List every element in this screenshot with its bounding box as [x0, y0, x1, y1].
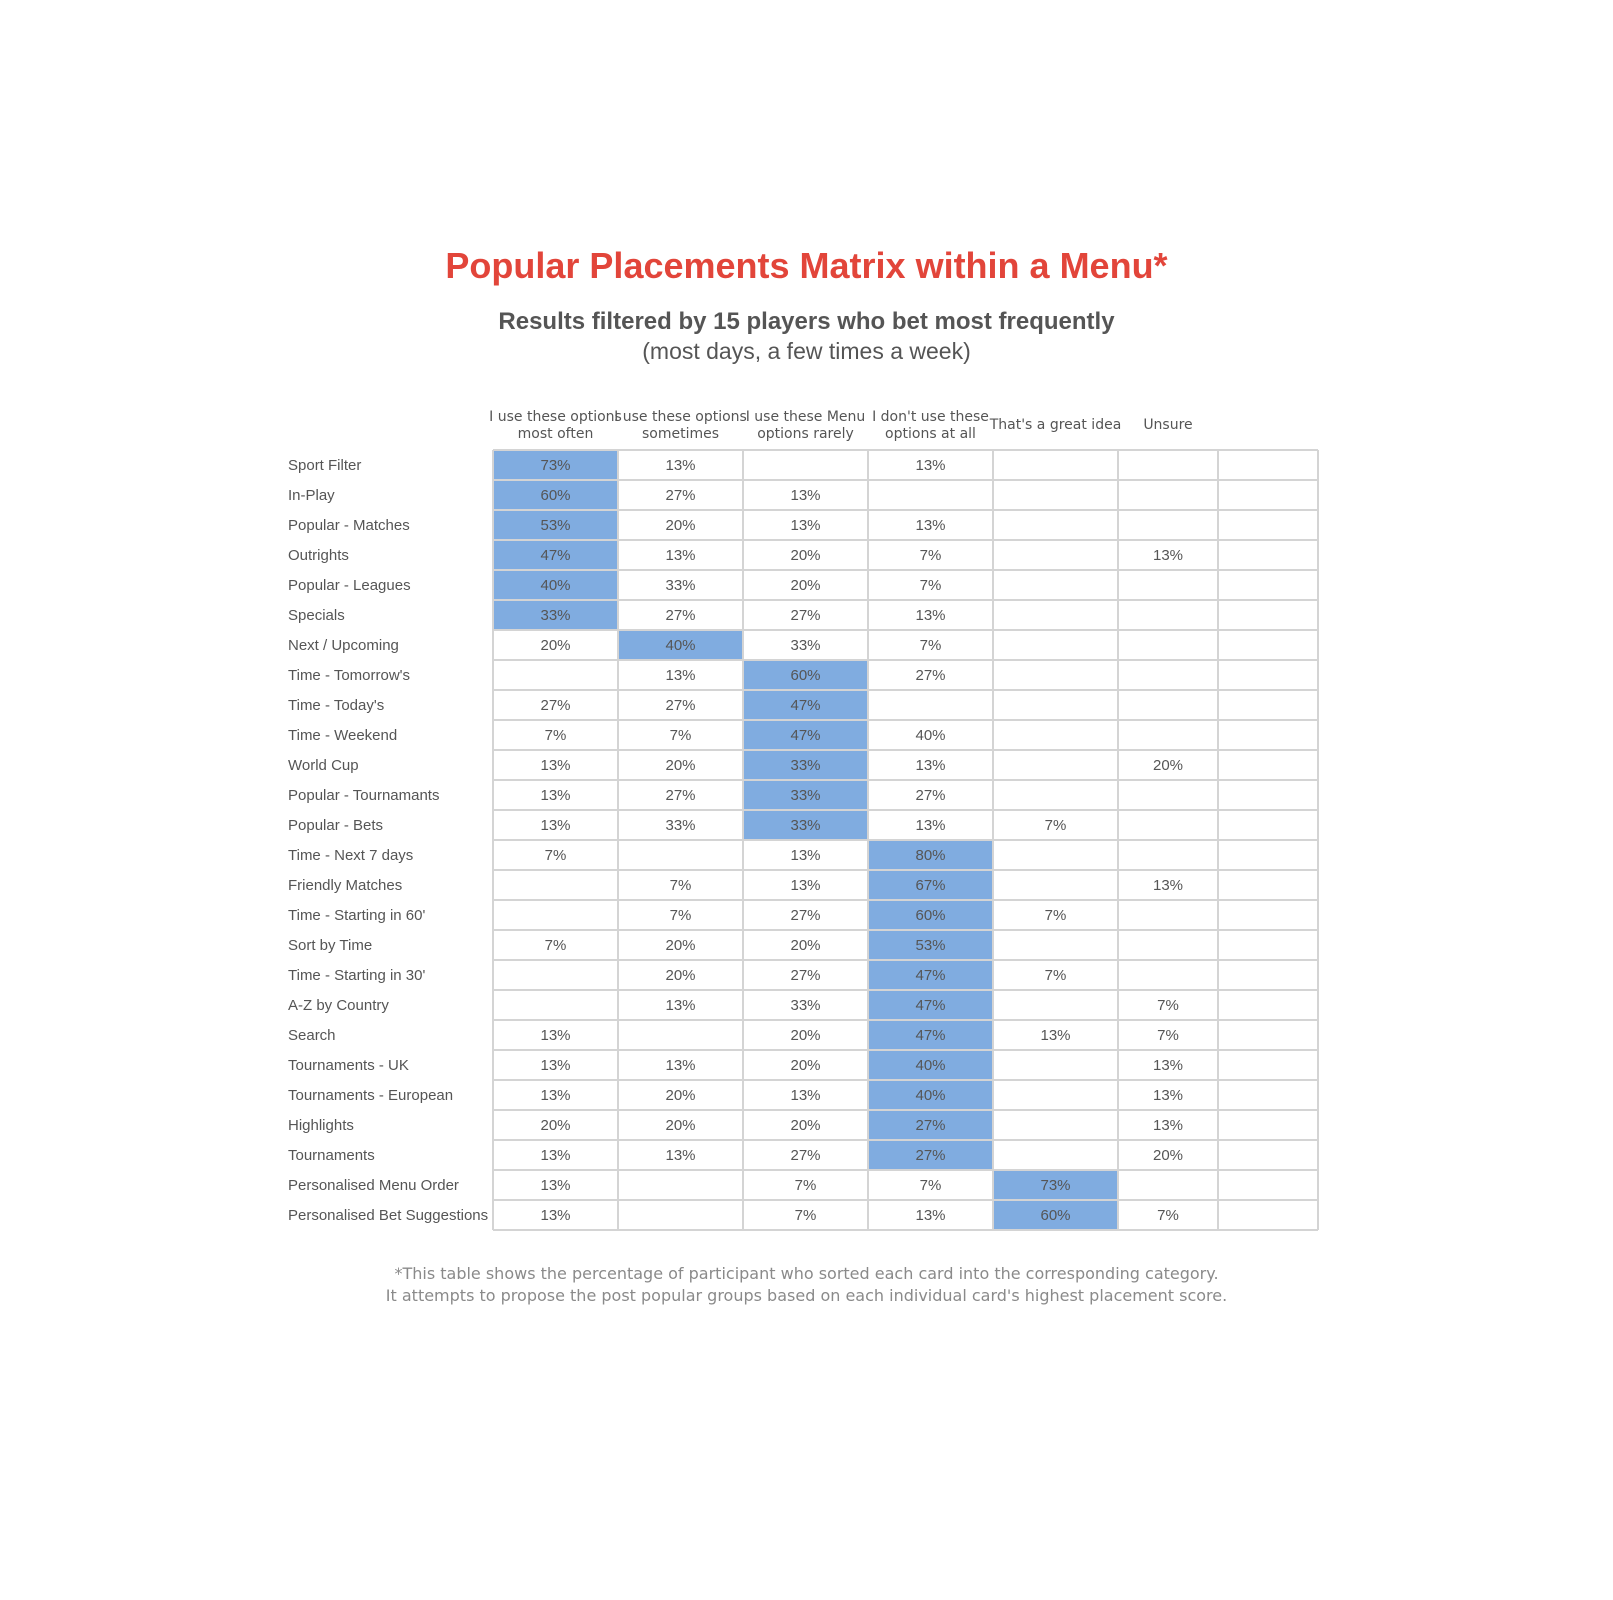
cell-value: 7%: [544, 727, 567, 744]
row-label: Popular - Leagues: [288, 577, 411, 594]
cell-value: 7%: [1157, 1027, 1179, 1044]
cell-value: 33%: [790, 757, 821, 774]
column-header: most often: [517, 426, 594, 442]
cell-value: 13%: [1152, 1087, 1184, 1104]
cell-value: 7%: [794, 1207, 817, 1224]
cell-value: 20%: [665, 1117, 696, 1134]
column-header: I don't use these: [872, 409, 989, 425]
cell-value: 27%: [665, 787, 696, 804]
cell-value: 13%: [665, 457, 696, 474]
cell-value: 13%: [1040, 1027, 1071, 1044]
cell-value: 53%: [540, 517, 571, 534]
row-label: A-Z by Country: [288, 997, 389, 1014]
cell-value: 7%: [669, 727, 692, 744]
cell-value: 60%: [540, 487, 571, 504]
cell-value: 13%: [1152, 1117, 1184, 1134]
cell-value: 27%: [790, 1147, 821, 1164]
row-label: Tournaments - European: [288, 1087, 454, 1104]
row-label: In-Play: [288, 487, 335, 504]
cell-value: 7%: [1157, 997, 1179, 1014]
cell-value: 13%: [915, 457, 946, 474]
cell-value: 20%: [790, 577, 821, 594]
row-label: Personalised Menu Order: [288, 1177, 459, 1194]
cell-value: 13%: [540, 757, 571, 774]
cell-value: 33%: [665, 817, 696, 834]
row-label: Time - Tomorrow's: [288, 667, 411, 684]
row-label: Outrights: [288, 547, 349, 564]
cell-value: 13%: [915, 817, 946, 834]
cell-value: 47%: [915, 1027, 946, 1044]
cell-value: 13%: [540, 1207, 571, 1224]
row-label: Sort by Time: [288, 937, 373, 954]
cell-value: 7%: [669, 907, 692, 924]
cell-value: 73%: [1040, 1177, 1071, 1194]
cell-value: 13%: [540, 817, 571, 834]
cell-value: 13%: [665, 1147, 696, 1164]
chart-title: Popular Placements Matrix within a Menu*: [445, 245, 1168, 286]
cell-value: 20%: [665, 937, 696, 954]
cell-value: 13%: [540, 1057, 571, 1074]
cell-value: 13%: [1152, 877, 1184, 894]
cell-value: 7%: [544, 937, 567, 954]
row-label: Highlights: [288, 1117, 354, 1134]
cell-value: 7%: [1157, 1207, 1179, 1224]
column-header: options at all: [885, 426, 976, 442]
cell-value: 40%: [915, 1087, 946, 1104]
cell-value: 20%: [665, 517, 696, 534]
cell-value: 13%: [915, 517, 946, 534]
cell-value: 13%: [915, 607, 946, 624]
cell-value: 27%: [915, 667, 946, 684]
row-label: Popular - Matches: [288, 517, 410, 534]
cell-value: 20%: [790, 937, 821, 954]
column-header: sometimes: [641, 426, 720, 442]
cell-value: 20%: [665, 967, 696, 984]
row-label: Next / Upcoming: [288, 637, 399, 654]
cell-value: 80%: [915, 847, 946, 864]
cell-value: 20%: [790, 1117, 821, 1134]
cell-value: 13%: [540, 1027, 571, 1044]
cell-value: 20%: [790, 1027, 821, 1044]
cell-value: 60%: [1040, 1207, 1071, 1224]
cell-value: 13%: [665, 1057, 696, 1074]
column-header: Unsure: [1143, 417, 1193, 433]
cell-value: 47%: [790, 727, 821, 744]
cell-value: 20%: [1152, 1147, 1184, 1164]
cell-value: 27%: [665, 607, 696, 624]
row-label: World Cup: [288, 757, 359, 774]
cell-value: 13%: [540, 1177, 571, 1194]
cell-value: 7%: [919, 1177, 942, 1194]
cell-value: 27%: [790, 607, 821, 624]
row-label: Time - Weekend: [288, 727, 398, 744]
cell-value: 27%: [915, 1117, 946, 1134]
cell-value: 27%: [665, 487, 696, 504]
row-label: Time - Starting in 60': [288, 907, 426, 924]
cell-value: 33%: [790, 787, 821, 804]
row-label: Friendly Matches: [288, 877, 403, 894]
cell-value: 7%: [544, 847, 567, 864]
cell-value: 7%: [1044, 817, 1067, 834]
cell-value: 20%: [790, 1057, 821, 1074]
cell-value: 7%: [794, 1177, 817, 1194]
column-header: I use these options: [614, 409, 747, 425]
cell-value: 47%: [915, 967, 946, 984]
cell-value: 33%: [790, 817, 821, 834]
cell-value: 40%: [540, 577, 571, 594]
cell-value: 47%: [540, 547, 571, 564]
cell-value: 60%: [790, 667, 821, 684]
cell-value: 67%: [915, 877, 946, 894]
cell-value: 7%: [919, 637, 942, 654]
footnote-line-1: *This table shows the percentage of participant who sorted each card into the corresponding category.: [394, 1264, 1219, 1283]
cell-value: 47%: [790, 697, 821, 714]
column-header: I use these Menu: [745, 409, 866, 425]
row-label: Time - Next 7 days: [288, 847, 414, 864]
cell-value: 13%: [790, 487, 821, 504]
cell-value: 33%: [790, 637, 821, 654]
cell-value: 13%: [540, 787, 571, 804]
row-label: Time - Today's: [288, 697, 385, 714]
cell-value: 40%: [665, 637, 696, 654]
cell-value: 13%: [790, 847, 821, 864]
cell-value: 7%: [919, 577, 942, 594]
cell-value: 13%: [540, 1147, 571, 1164]
cell-value: 7%: [1044, 907, 1067, 924]
cell-value: 33%: [540, 607, 571, 624]
cell-value: 13%: [540, 1087, 571, 1104]
row-label: Popular - Tournamants: [288, 787, 440, 804]
cell-value: 20%: [1152, 757, 1184, 774]
row-label: Time - Starting in 30': [288, 967, 426, 984]
cell-value: 27%: [790, 907, 821, 924]
cell-value: 20%: [665, 1087, 696, 1104]
footnote-line-2: It attempts to propose the post popular groups based on each individual card's highest placement score.: [385, 1286, 1228, 1305]
cell-value: 27%: [915, 1147, 946, 1164]
cell-value: 33%: [665, 577, 696, 594]
row-label: Tournaments: [288, 1147, 375, 1164]
row-label: Specials: [288, 607, 345, 624]
cell-value: 27%: [540, 697, 571, 714]
cell-value: 27%: [665, 697, 696, 714]
row-label: Search: [288, 1027, 336, 1044]
cell-value: 27%: [790, 967, 821, 984]
cell-value: 13%: [1152, 547, 1184, 564]
cell-value: 13%: [790, 1087, 821, 1104]
cell-value: 7%: [1044, 967, 1067, 984]
cell-value: 13%: [665, 667, 696, 684]
cell-value: 7%: [919, 547, 942, 564]
chart-subtitle-detail: (most days, a few times a week): [642, 338, 971, 364]
cell-value: 40%: [915, 1057, 946, 1074]
cell-value: 47%: [915, 997, 946, 1014]
cell-value: 13%: [665, 547, 696, 564]
cell-value: 13%: [915, 757, 946, 774]
row-label: Personalised Bet Suggestions: [288, 1207, 489, 1224]
cell-value: 13%: [665, 997, 696, 1014]
cell-value: 60%: [915, 907, 946, 924]
cell-value: 73%: [540, 457, 571, 474]
chart-subtitle: Results filtered by 15 players who bet most frequently: [498, 308, 1115, 335]
row-label: Tournaments - UK: [288, 1057, 409, 1074]
cell-value: 20%: [790, 547, 821, 564]
column-header: options rarely: [757, 426, 854, 442]
cell-value: 13%: [1152, 1057, 1184, 1074]
cell-value: 53%: [915, 937, 946, 954]
cell-value: 20%: [540, 1117, 571, 1134]
cell-value: 27%: [915, 787, 946, 804]
column-header: I use these options: [489, 409, 622, 425]
row-label: Popular - Bets: [288, 817, 384, 834]
column-header: That's a great idea: [989, 417, 1122, 433]
cell-value: 7%: [669, 877, 692, 894]
cell-value: 13%: [790, 517, 821, 534]
cell-value: 20%: [540, 637, 571, 654]
cell-value: 20%: [665, 757, 696, 774]
cell-value: 33%: [790, 997, 821, 1014]
cell-value: 13%: [915, 1207, 946, 1224]
cell-value: 40%: [915, 727, 946, 744]
row-label: Sport Filter: [288, 457, 362, 474]
cell-value: 13%: [790, 877, 821, 894]
